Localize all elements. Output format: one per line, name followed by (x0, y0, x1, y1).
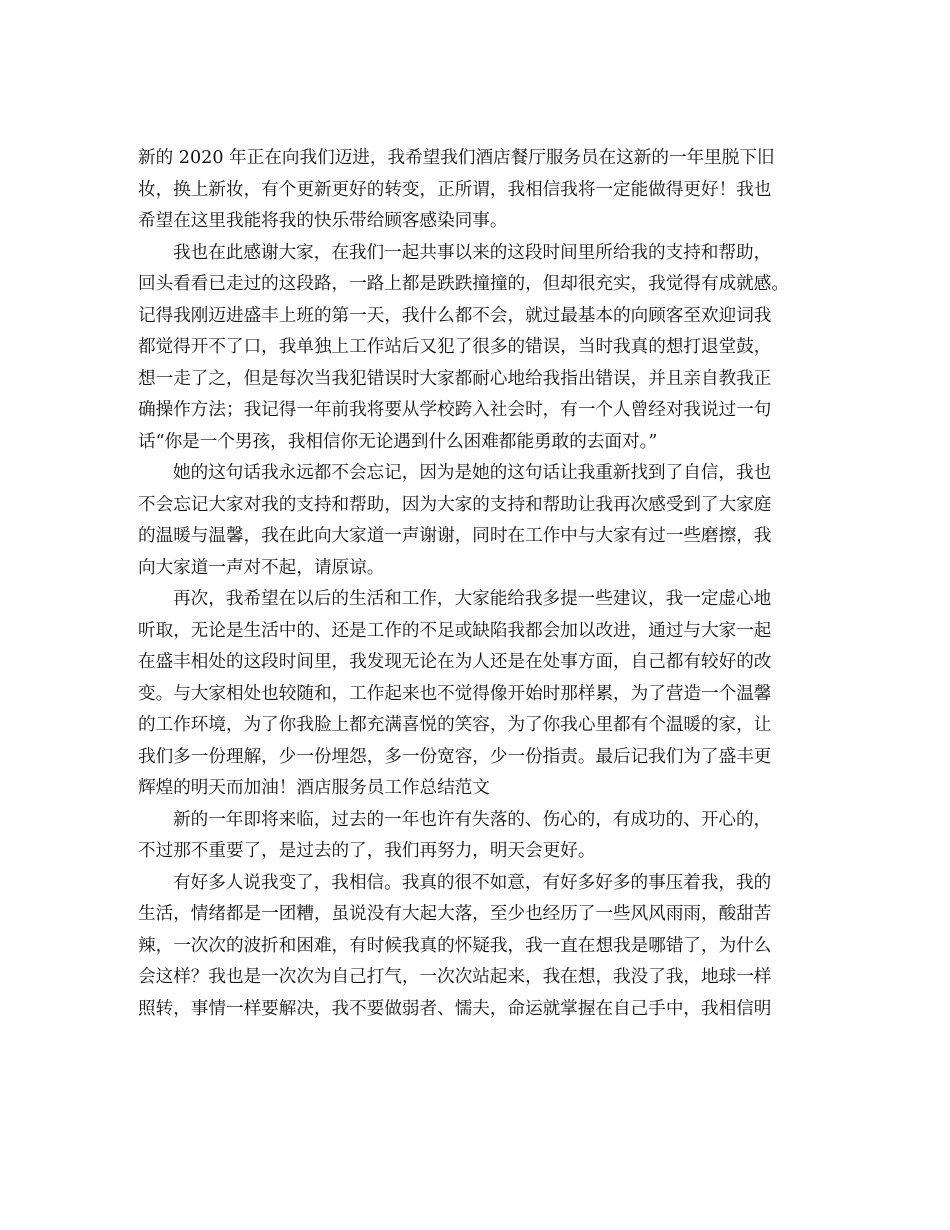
document-page (138, 143, 814, 1025)
text-line: 希望在这里我能将我的快乐带给顾客感染同事。 (138, 211, 508, 231)
text-line: 向大家道一声对不起，请原谅。 (138, 557, 385, 578)
text-line: 变。与大家相处也较随和，工作起来也不觉得像开始时那样累，为了营造一个温馨 (138, 683, 772, 704)
text-line: 再次，我希望在以后的生活和工作，大家能给我多提一些建议，我一定虚心地 (173, 589, 772, 609)
text-line: 的温暖与温馨，我在此向大家道一声谢谢，同时在工作中与大家有过一些磨擦，我 (138, 526, 772, 546)
text-line: 我们多一份理解，少一份埋怨，多一份宽容，少一份指责。最后记我们为了盛丰更 (138, 746, 772, 767)
text-line: 她的这句话我永远都不会忘记，因为是她的这句话让我重新找到了自信，我也 (173, 463, 772, 483)
text-line: 想一走了之，但是每次当我犯错误时大家都耐心地给我指出错误，并且亲自教我正 (138, 368, 772, 389)
text-line: 记得我刚迈进盛丰上班的第一天，我什么都不会，就过最基本的向顾客至欢迎词我 (138, 305, 772, 326)
text-line: 照转，事情一样要解决，我不要做弱者、懦夫，命运就掌握在自己手中，我相信明 (138, 998, 772, 1019)
text-line: 回头看看已走过的这段路，一路上都是跌跌撞撞的，但却很充实，我觉得有成就感。 (138, 274, 789, 294)
text-line: 不会忘记大家对我的支持和帮助，因为大家的支持和帮助让我再次感受到了大家庭 (138, 494, 772, 515)
text-line: 辣，一次次的波折和困难，有时候我真的怀疑我，我一直在想我是哪错了，为什么 (138, 935, 772, 956)
text-line: 妆，换上新妆，有个更新更好的转变，正所谓，我相信我将一定能做得更好！我也 (138, 179, 772, 200)
text-line: 听取，无论是生活中的、还是工作的不足或缺陷我都会加以改进，通过与大家一起 (138, 620, 772, 641)
text-line: 都觉得开不了口，我单独上工作站后又犯了很多的错误，当时我真的想打退堂鼓， (138, 337, 772, 357)
text-line: 新的一年即将来临，过去的一年也许有失落的、伤心的，有成功的、开心的， (173, 809, 772, 830)
text-line: 辉煌的明天而加油！酒店服务员工作总结范文 (138, 778, 490, 798)
text-line: 在盛丰相处的这段时间里，我发现无论在为人还是在处事方面，自己都有较好的改 (138, 652, 772, 672)
text-line: 确操作方法；我记得一年前我将要从学校跨入社会时，有一个人曾经对我说过一句 (138, 400, 772, 420)
text-line: 话“你是一个男孩，我相信你无论遇到什么困难都能勇敢的去面对。” (138, 431, 658, 452)
text-line: 不过那不重要了，是过去的了，我们再努力，明天会更好。 (138, 841, 596, 861)
text-line: 的工作环境，为了你我脸上都充满喜悦的笑容，为了你我心里都有个温暖的家，让 (138, 715, 772, 735)
text-line: 我也在此感谢大家，在我们一起共事以来的这段时间里所给我的支持和帮助， (173, 242, 772, 263)
text-line: 会这样？我也是一次次为自己打气，一次次站起来，我在想，我没了我，地球一样 (138, 967, 772, 987)
text-line: 有好多人说我变了，我相信。我真的很不如意，有好多好多的事压着我，我的 (173, 872, 772, 893)
text-line: 生活，情绪都是一团糟，虽说没有大起大落，至少也经历了一些风风雨雨，酸甜苦 (138, 904, 772, 924)
text-line: 新的 2020 年正在向我们迈进，我希望我们酒店餐厅服务员在这新的一年里脱下旧 (138, 148, 775, 168)
